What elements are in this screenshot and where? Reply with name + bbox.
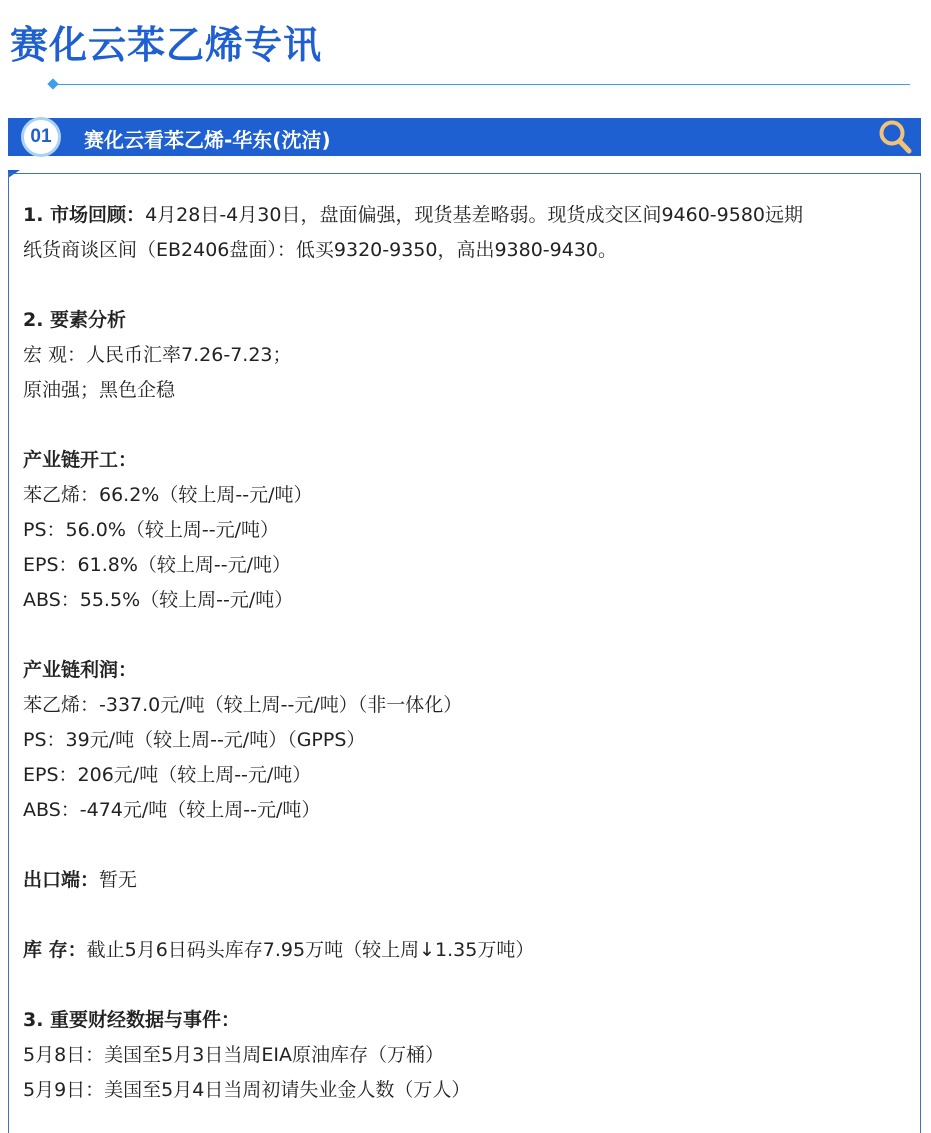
inventory-text: 截止5月6日码头库存7.95万吨（较上周↓1.35万吨） (86, 939, 535, 961)
profit-item: ABS：-474元/吨（较上周--元/吨） (23, 799, 321, 821)
title-divider (54, 84, 910, 85)
profit-item: EPS：206元/吨（较上周--元/吨） (23, 764, 312, 786)
export-text: 暂无 (99, 869, 138, 891)
operating-rate-item: 苯乙烯：66.2%（较上周--元/吨） (23, 484, 313, 506)
macro-line-2: 原油强；黑色企稳 (23, 379, 176, 401)
profit-heading: 产业链利润： (23, 659, 138, 681)
profit-item: 苯乙烯：-337.0元/吨（较上周--元/吨）（非一体化） (23, 694, 463, 716)
section-number-badge: 01 (21, 117, 61, 157)
events-heading: 3. 重要财经数据与事件： (23, 1009, 241, 1031)
event-item: 5月9日：美国至5月4日当周初请失业金人数（万人） (23, 1079, 471, 1101)
market-review-line-2: 纸货商谈区间（EB2406盘面）：低买9320-9350，高出9380-9430。 (23, 239, 618, 261)
export-line (23, 863, 913, 898)
market-review-line-1 (23, 198, 913, 233)
profit-item: PS：39元/吨（较上周--元/吨）（GPPS） (23, 729, 366, 751)
section-title: 赛化云看苯乙烯-华东(沈洁) (84, 128, 331, 152)
export-label: 出口端： (23, 869, 100, 891)
operating-rate-heading: 产业链开工： (23, 449, 138, 471)
inventory-line (23, 933, 913, 968)
operating-rate-item: EPS：61.8%（较上周--元/吨） (23, 554, 291, 576)
market-review-text: 4月28日-4月30日，盘面偏强，现货基差略弱。现货成交区间9460-9580远期 (145, 204, 804, 226)
event-item: 5月8日：美国至5月3日当周EIA原油库存（万桶） (23, 1044, 444, 1066)
page-title: 赛化云苯乙烯专讯 (10, 23, 323, 67)
article-body (23, 198, 913, 1108)
inventory-label: 库 存： (23, 939, 87, 961)
factor-analysis-heading: 2. 要素分析 (23, 309, 127, 331)
operating-rate-item: ABS：55.5%（较上周--元/吨） (23, 589, 294, 611)
market-review-label: 1. 市场回顾： (23, 204, 146, 226)
macro-line-1: 宏 观：人民币汇率7.26-7.23； (23, 344, 292, 366)
search-icon[interactable] (878, 119, 912, 155)
operating-rate-item: PS：56.0%（较上周--元/吨） (23, 519, 279, 541)
